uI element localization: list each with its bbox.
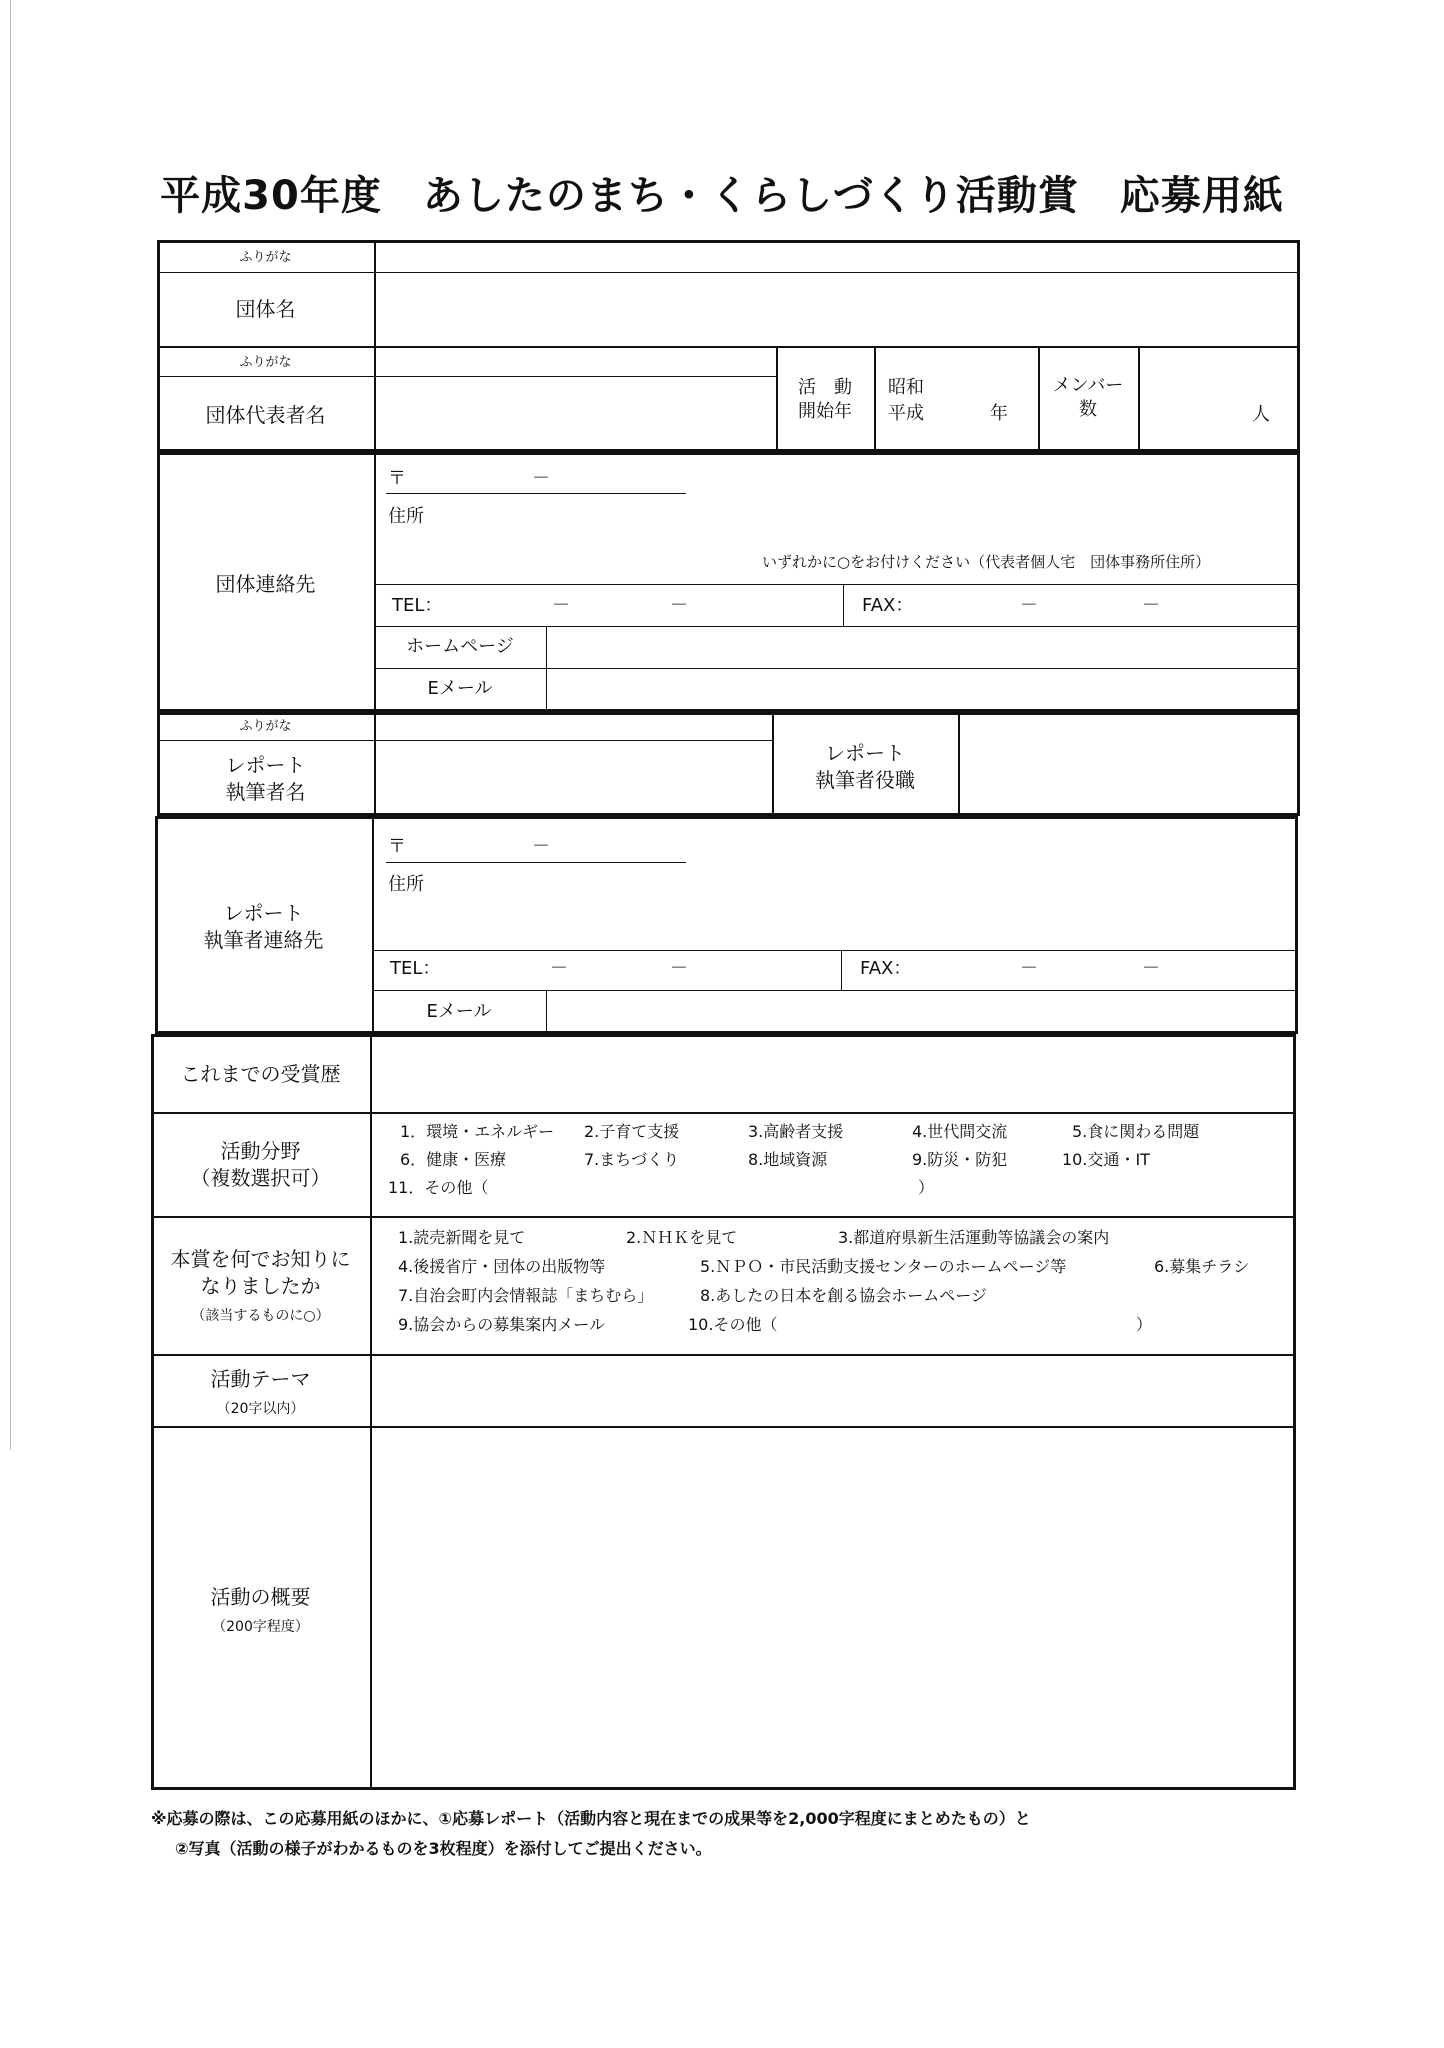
field-option-11[interactable]: 11．その他（ — [388, 1178, 489, 1197]
org-name-field[interactable] — [376, 274, 1298, 346]
form-title: 平成30年度 あしたのまち・くらしづくり活動賞 応募用紙 — [160, 173, 1284, 219]
members-label: メンバー 数 — [1052, 375, 1124, 421]
field-option-6[interactable]: 6．健康・医療 — [400, 1150, 507, 1169]
postal-mark: 〒 — [388, 836, 406, 857]
homepage-label: ホームページ — [406, 636, 514, 657]
how-option-4[interactable]: 4.後援省庁・団体の出版物等 — [398, 1257, 606, 1276]
summary-field[interactable] — [372, 1428, 1294, 1788]
field-option-8[interactable]: 8.地域資源 — [748, 1150, 828, 1169]
email-label: Eメール — [426, 1001, 492, 1022]
fields-label: 活動分野 （複数選択可） — [190, 1139, 331, 1190]
how-option-6[interactable]: 6.募集チラシ — [1154, 1257, 1250, 1276]
writer-email-field[interactable] — [548, 992, 1296, 1032]
how-option-5[interactable]: 5.ＮＰＯ・市民活動支援センターのホームページ等 — [700, 1257, 1067, 1276]
contact-label: 団体連絡先 — [215, 572, 316, 596]
furigana-label: ふりがな — [239, 719, 292, 734]
year-unit: 年 — [990, 403, 1008, 424]
address-field[interactable] — [436, 500, 1296, 540]
footnote-line-1: ※応募の際は、この応募用紙のほかに、①応募レポート（活動内容と現在までの成果等を2,000字程度にまとめたもの）と — [151, 1809, 1031, 1828]
field-option-7[interactable]: 7.まちづくり — [584, 1150, 680, 1169]
rep-name-field[interactable] — [376, 378, 776, 452]
fax-dash-1: － — [1020, 958, 1038, 979]
era-heisei: 平成 — [888, 403, 924, 424]
address-label: 住所 — [388, 874, 424, 895]
how-option-8[interactable]: 8.あしたの日本を創る協会ホームページ — [700, 1286, 987, 1305]
fax-label: FAX： — [862, 595, 914, 616]
tel-dash-1: － — [552, 595, 570, 616]
furigana-label: ふりがな — [239, 355, 292, 370]
how-option-1[interactable]: 1.読売新聞を見て — [398, 1228, 526, 1247]
writer-address-field[interactable] — [436, 868, 1296, 948]
how-option-7[interactable]: 7.自治会町内会情報誌「まちむら」 — [398, 1286, 654, 1305]
field-option-9[interactable]: 9.防災・防犯 — [912, 1150, 1008, 1169]
how-label: 本賞を何でお知りに なりましたか （該当するものに○） — [170, 1247, 351, 1324]
awards-field[interactable] — [372, 1036, 1294, 1112]
tel-dash-2: － — [670, 958, 688, 979]
tel-label: TEL： — [392, 595, 443, 616]
fax-dash-2: － — [1142, 958, 1160, 979]
fax-dash-1: － — [1020, 595, 1038, 616]
start-year-label: 活 動 開始年 — [798, 377, 852, 423]
org-name-label: 団体名 — [235, 297, 296, 321]
how-option-2[interactable]: 2.ＮＨＫを見て — [626, 1228, 738, 1247]
postal-dash: － — [532, 836, 550, 857]
postal-dash: － — [532, 468, 550, 489]
field-option-10[interactable]: 10.交通・IT — [1062, 1150, 1150, 1169]
email-field[interactable] — [548, 670, 1298, 710]
writer-role-field[interactable] — [960, 714, 1298, 814]
field-option-3[interactable]: 3.高齢者支援 — [748, 1122, 844, 1141]
era-showa: 昭和 — [888, 377, 924, 398]
theme-field[interactable] — [372, 1356, 1294, 1426]
writer-role-label: レポート 執筆者役職 — [815, 741, 915, 792]
fax-label: FAX： — [860, 958, 912, 979]
field-option-4[interactable]: 4.世代間交流 — [912, 1122, 1008, 1141]
page-edge-line — [10, 0, 11, 1450]
theme-label: 活動テーマ （20字以内） — [210, 1367, 311, 1417]
how-option-9[interactable]: 9.協会からの募集案内メール — [398, 1315, 605, 1334]
tel-dash-1: － — [550, 958, 568, 979]
email-label: Eメール — [427, 678, 493, 699]
summary-label: 活動の概要 （200字程度） — [210, 1585, 311, 1635]
field-option-2[interactable]: 2.子育て支援 — [584, 1122, 680, 1141]
how-option-10[interactable]: 10.その他（ — [688, 1315, 778, 1334]
address-label: 住所 — [388, 506, 424, 527]
field-option-1[interactable]: 1．環境・エネルギー — [400, 1122, 555, 1141]
footnote-line-2: ②写真（活動の様子がわかるものを3枚程度）を添付してご提出ください。 — [175, 1839, 712, 1858]
how-option-3[interactable]: 3.都道府県新生活運動等協議会の案内 — [838, 1228, 1110, 1247]
writer-name-field[interactable] — [376, 742, 772, 814]
members-unit: 人 — [1252, 404, 1270, 425]
how-other-close: ） — [1136, 1315, 1153, 1334]
field-other-close: ） — [918, 1178, 935, 1197]
rep-name-label: 団体代表者名 — [205, 403, 326, 427]
homepage-field[interactable] — [548, 628, 1298, 668]
writer-name-label: レポート 執筆者名 — [225, 753, 306, 804]
furigana-label: ふりがな — [239, 250, 292, 265]
postal-mark: 〒 — [388, 468, 406, 489]
awards-label: これまでの受賞歴 — [180, 1062, 341, 1086]
address-note: いずれかに○をお付けください（代表者個人宅 団体事務所住所） — [762, 553, 1211, 571]
tel-dash-2: － — [670, 595, 688, 616]
field-option-5[interactable]: 5.食に関わる問題 — [1072, 1122, 1200, 1141]
fax-dash-2: － — [1142, 595, 1160, 616]
writer-contact-label: レポート 執筆者連絡先 — [203, 901, 324, 952]
tel-label: TEL： — [390, 958, 441, 979]
org-furigana-field[interactable] — [376, 242, 1298, 272]
